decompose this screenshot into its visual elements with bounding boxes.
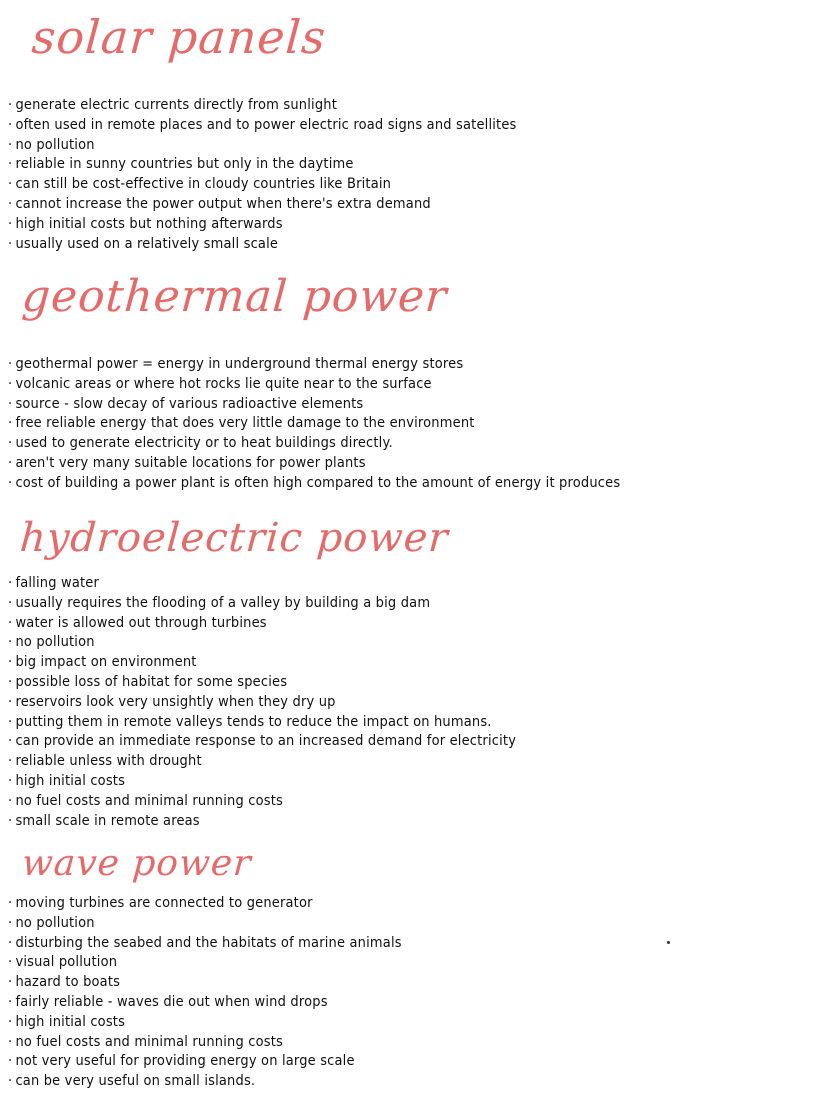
bullet-icon: · bbox=[8, 614, 13, 631]
bullet-icon: · bbox=[8, 673, 13, 690]
list-item: · moving turbines are connected to generator bbox=[8, 894, 402, 914]
list-item: · generate electric currents directly from sunlight bbox=[8, 96, 517, 116]
section-heading-geothermal-power: geothermal power bbox=[20, 271, 450, 322]
bullet-icon: · bbox=[8, 934, 13, 951]
bullet-icon: · bbox=[8, 454, 13, 471]
bullet-icon: · bbox=[8, 1053, 13, 1070]
list-item: · water is allowed out through turbines bbox=[8, 614, 516, 634]
bullet-icon: · bbox=[8, 195, 13, 212]
bullet-icon: · bbox=[8, 136, 13, 153]
list-item: · no fuel costs and minimal running costs bbox=[8, 792, 516, 812]
bullet-icon: · bbox=[8, 753, 13, 770]
bullet-icon: · bbox=[8, 395, 13, 412]
bullet-icon: · bbox=[8, 1033, 13, 1050]
list-item: · high initial costs but nothing afterwards bbox=[8, 215, 517, 235]
list-item: · geothermal power = energy in underground thermal energy stores bbox=[8, 355, 620, 375]
bullet-icon: · bbox=[8, 235, 13, 252]
bullet-icon: · bbox=[8, 176, 13, 193]
bullet-icon: · bbox=[8, 713, 13, 730]
bullet-icon: · bbox=[8, 435, 13, 452]
list-item: · often used in remote places and to power electric road signs and satellites bbox=[8, 116, 517, 136]
bullet-icon: · bbox=[8, 954, 13, 971]
list-item: · falling water bbox=[8, 574, 516, 594]
bullet-icon: · bbox=[8, 474, 13, 491]
bullet-icon: · bbox=[8, 812, 13, 829]
list-item: · no fuel costs and minimal running costs bbox=[8, 1033, 402, 1053]
bullet-icon: · bbox=[8, 733, 13, 750]
bullet-icon: · bbox=[8, 575, 13, 591]
bullet-icon: · bbox=[8, 1013, 13, 1030]
list-item: · cost of building a power plant is often high compared to the amount of energy it produces bbox=[8, 474, 620, 494]
list-item: · high initial costs bbox=[8, 772, 516, 792]
bullet-icon: · bbox=[8, 594, 13, 611]
section-heading-wave-power: wave power bbox=[20, 843, 253, 884]
list-item: · no pollution bbox=[8, 633, 516, 653]
list-item: · usually used on a relatively small scale bbox=[8, 235, 517, 255]
bullet-icon: · bbox=[8, 914, 13, 931]
list-item: · small scale in remote areas bbox=[8, 812, 516, 832]
bullet-list-solar-panels bbox=[8, 96, 555, 254]
bullet-icon: · bbox=[8, 993, 13, 1010]
bullet-icon: · bbox=[8, 215, 13, 232]
list-item: · no pollution bbox=[8, 136, 517, 156]
bullet-icon: · bbox=[8, 97, 13, 113]
list-item: · cannot increase the power output when there's extra demand bbox=[8, 195, 517, 215]
bullet-icon: · bbox=[8, 356, 13, 372]
list-item: · can be very useful on small islands. bbox=[8, 1072, 402, 1092]
bullet-list-hydroelectric-power bbox=[8, 574, 554, 831]
list-item: · can still be cost-effective in cloudy countries like Britain bbox=[8, 175, 517, 195]
bullet-icon: · bbox=[8, 634, 13, 651]
bullet-icon: · bbox=[8, 895, 13, 911]
bullet-icon: · bbox=[8, 654, 13, 671]
list-item: · hazard to boats bbox=[8, 973, 402, 993]
list-item: · source - slow decay of various radioactive elements bbox=[8, 395, 620, 415]
section-heading-hydroelectric-power: hydroelectric power bbox=[18, 515, 451, 561]
list-item: · reliable in sunny countries but only in the daytime bbox=[8, 155, 517, 175]
list-item: · reservoirs look very unsightly when they dry up bbox=[8, 693, 516, 713]
bullet-icon: · bbox=[8, 156, 13, 173]
list-item: · usually requires the flooding of a valley by building a big dam bbox=[8, 594, 516, 614]
list-item: · fairly reliable - waves die out when wind drops bbox=[8, 993, 402, 1013]
list-item: · can provide an immediate response to an increased demand for electricity bbox=[8, 732, 516, 752]
list-item: · high initial costs bbox=[8, 1013, 402, 1033]
list-item: · used to generate electricity or to heat buildings directly. bbox=[8, 434, 620, 454]
stray-ink-dot bbox=[667, 941, 670, 944]
list-item: · reliable unless with drought bbox=[8, 752, 516, 772]
bullet-icon: · bbox=[8, 974, 13, 991]
bullet-list-geothermal-power bbox=[8, 355, 666, 494]
bullet-icon: · bbox=[8, 772, 13, 789]
list-item: · free reliable energy that does very little damage to the environment bbox=[8, 414, 620, 434]
list-item: · aren't very many suitable locations for power plants bbox=[8, 454, 620, 474]
list-item: · disturbing the seabed and the habitats of marine animals bbox=[8, 934, 402, 954]
bullet-icon: · bbox=[8, 415, 13, 432]
section-heading-solar-panels: solar panels bbox=[30, 10, 328, 64]
list-item: · big impact on environment bbox=[8, 653, 516, 673]
list-item: · visual pollution bbox=[8, 953, 402, 973]
bullet-icon: · bbox=[8, 693, 13, 710]
bullet-icon: · bbox=[8, 792, 13, 809]
list-item: · not very useful for providing energy on large scale bbox=[8, 1052, 402, 1072]
list-item: · no pollution bbox=[8, 914, 402, 934]
list-item: · putting them in remote valleys tends to reduce the impact on humans. bbox=[8, 713, 516, 733]
list-item: · possible loss of habitat for some species bbox=[8, 673, 516, 693]
bullet-icon: · bbox=[8, 116, 13, 133]
list-item: · volcanic areas or where hot rocks lie quite near to the surface bbox=[8, 375, 620, 395]
bullet-icon: · bbox=[8, 1073, 13, 1090]
bullet-list-wave-power bbox=[8, 894, 431, 1092]
bullet-icon: · bbox=[8, 375, 13, 392]
